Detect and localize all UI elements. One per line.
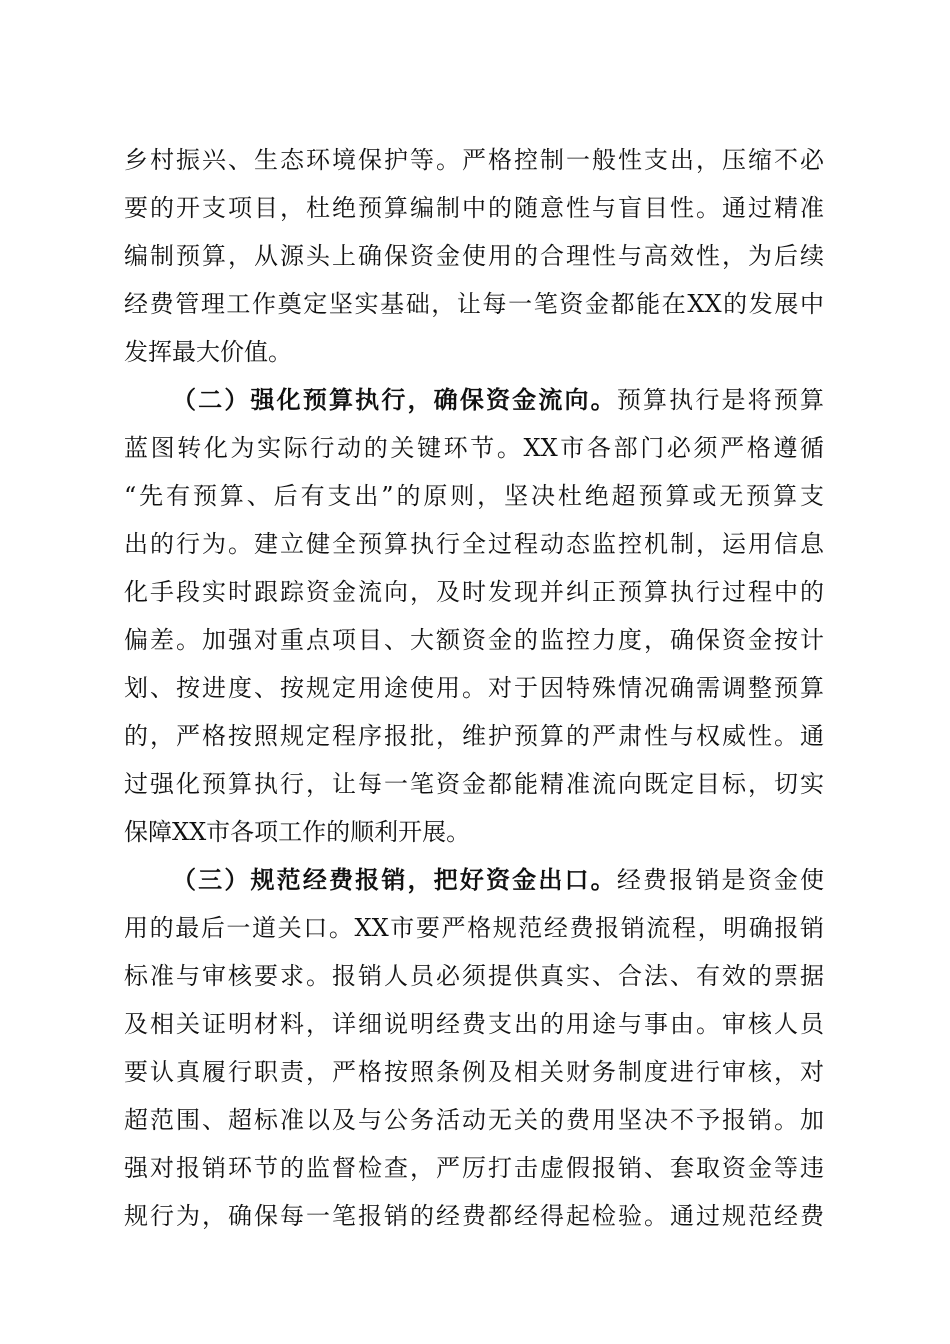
paragraph-3-line-8: 规行为，确保每一笔报销的经费都经得起检验。通过规范经费 (124, 1202, 824, 1230)
paragraph-1-line-2: 要的开支项目，杜绝预算编制中的随意性与盲目性。通过精准 (124, 194, 824, 222)
paragraph-2-line-1 (172, 376, 824, 424)
paragraph-1-line-1: 乡村振兴、生态环境保护等。严格控制一般性支出，压缩不必 (124, 146, 824, 174)
paragraph-3-line-2: 用的最后一道关口。XX市要严格规范经费报销流程，明确报销 (124, 914, 824, 942)
paragraph-1-line-5: 发挥最大价值。 (124, 338, 292, 366)
paragraph-2-line-10: 保障XX市各项工作的顺利开展。 (124, 818, 471, 846)
paragraph-2-line-6: 偏差。加强对重点项目、大额资金的监控力度，确保资金按计 (124, 626, 824, 654)
paragraph-3-line-4: 及相关证明材料，详细说明经费支出的用途与事由。审核人员 (124, 1010, 824, 1038)
paragraph-2-line-1-text: 预算执行是将预算 (616, 386, 825, 414)
paragraph-2-line-4: 出的行为。建立健全预算执行全过程动态监控机制，运用信息 (124, 530, 824, 558)
paragraph-2-line-8: 的，严格按照规定程序报批，维护预算的严肃性与权威性。通 (124, 722, 824, 750)
paragraph-3-line-1 (172, 856, 824, 904)
paragraph-3-line-7: 强对报销环节的监督检查，严厉打击虚假报销、套取资金等违 (124, 1154, 824, 1182)
paragraph-2-line-7: 划、按进度、按规定用途使用。对于因特殊情况确需调整预算 (124, 674, 824, 702)
paragraph-2-line-5: 化手段实时跟踪资金流向，及时发现并纠正预算执行过程中的 (124, 578, 824, 606)
section-heading-2: （二）强化预算执行，确保资金流向。 (172, 385, 617, 414)
paragraph-3-line-6: 超范围、超标准以及与公务活动无关的费用坚决不予报销。加 (124, 1106, 824, 1134)
paragraph-2-line-2: 蓝图转化为实际行动的关键环节。XX市各部门必须严格遵循 (124, 434, 824, 462)
paragraph-3-line-1-text: 经费报销是资金使 (616, 866, 825, 894)
paragraph-3-line-3: 标准与审核要求。报销人员必须提供真实、合法、有效的票据 (124, 962, 824, 990)
paragraph-3-line-5: 要认真履行职责，严格按照条例及相关财务制度进行审核，对 (124, 1058, 824, 1086)
section-heading-3: （三）规范经费报销，把好资金出口。 (172, 865, 617, 894)
paragraph-2-line-3: “先有预算、后有支出”的原则，坚决杜绝超预算或无预算支 (124, 482, 824, 510)
paragraph-1-line-4: 经费管理工作奠定坚实基础，让每一笔资金都能在XX的发展中 (124, 290, 824, 318)
paragraph-1-line-3: 编制预算，从源头上确保资金使用的合理性与高效性，为后续 (124, 242, 824, 270)
paragraph-2-line-9: 过强化预算执行，让每一笔资金都能精准流向既定目标，切实 (124, 770, 824, 798)
